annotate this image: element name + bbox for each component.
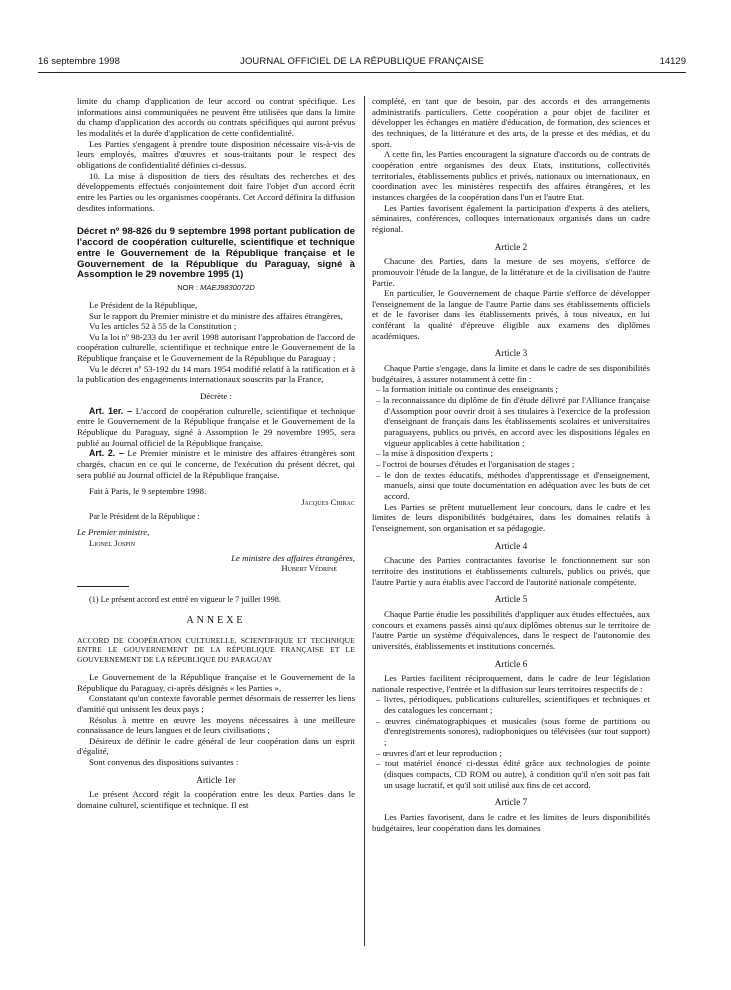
article-heading: Article 6 xyxy=(494,658,528,669)
paragraph: Désireux de définir le cadre général de leur coopération dans un esprit d'égalité, xyxy=(77,735,355,757)
paragraph: Chacune des Parties contractantes favorise le fonctionnement sur son territoire des institutions et établissements culturels, publics ou privés, que l'autre Partie y aura établis avec l'accord de l'autorité nationale compétente. xyxy=(372,555,650,587)
list-item: – l'octroi de bourses d'études et l'organisation de stages ; xyxy=(376,459,575,469)
list-item: – la reconnaissance du diplôme de fin d'étude délivré par l'Alliance française d'Assomption pour ouvrir droit à ses titulaires à l'exercice de la profession d'enseignant de français dans les établissements scolaires et universitaires paraguayens, publics ou privés, en accord avec les dispositions légales en vigueur applicables à cette habilitation ; xyxy=(376,395,650,448)
list-item: – œuvres cinématographiques et musicales (sous forme de partitions ou d'enregistrements sonores), radiophoniques ou télévisées (sur tout support) ; xyxy=(376,715,650,748)
decree-title: Décret nº 98-826 du 9 septembre 1998 portant publication de l'accord de coopération culturelle, scientifique et technique entre le Gouvernement de la République française et le Gouvernement de la République du Paraguay, signé à Assomption le 29 novembre 1995 (1) xyxy=(77,226,355,281)
page-number: 14129 xyxy=(659,56,686,67)
paragraph: Chaque Partie s'engage, dans la limite et dans le cadre de ses disponibilités budgétaires, à assurer notamment à cette fin : xyxy=(372,363,650,384)
nor-reference xyxy=(77,283,355,294)
article-heading: Article 1er xyxy=(196,774,236,785)
paragraph: Chaque Partie étudie les possibilités d'appliquer aux études effectuées, aux concours et examens passés ainsi qu'aux diplômes obtenus sur le territoire de l'autre Partie un système d'équivalences, dans le respect de l'autonomie des universités, établissements et institutions concernés. xyxy=(372,608,650,651)
paragraph: Vu le décret nº 53-192 du 14 mars 1954 modifié relatif à la ratification et à la publication des engagements internationaux souscrits par la France, xyxy=(77,363,355,385)
list-item: – la mise à disposition d'experts ; xyxy=(376,448,493,459)
signature-president: Jacques Chirac xyxy=(301,497,355,508)
list-item: – le don de textes éducatifs, méthodes d'apprentissage et d'enseignement, manuels, ainsi que toute documentation en adéquation avec les buts de cet accord. xyxy=(376,469,650,501)
paragraph: A cette fin, les Parties encouragent la signature d'accords ou de contrats de coopération entre organismes des deux Etats, institutions, collectivités territoriales, établissements publics et privés, nationaux ou internationaux, en coordination avec les ministères respectifs des affaires étrangères, et les instances chargées de la coopération dans l'un et l'autre Etat. xyxy=(372,149,650,202)
right-column xyxy=(372,96,650,833)
decrete-heading: Décrète : xyxy=(200,391,232,402)
par-le-president: Par le Président de la République : xyxy=(89,511,200,521)
paragraph: Vu la loi nº 98-233 du 1er avril 1998 autorisant l'approbation de l'accord de coopération culturelle, scientifique et technique entre le Gouvernement de la République française et le Gouvernement de la République du Paraguay ; xyxy=(77,331,355,364)
accord-title: ACCORD DE COOPÉRATION CULTURELLE, SCIENTIFIQUE ET TECHNIQUE ENTRE LE GOUVERNEMENT DE LA RÉPUBLIQUE FRANÇAISE ET LE GOUVERNEMENT DE LA RÉPUBLIQUE DU PARAGUAY xyxy=(77,636,355,664)
paragraph: Résolus à mettre en œuvre les moyens nécessaires à une meilleure connaissance de leurs langues et de leurs civilisations ; xyxy=(77,714,355,736)
paragraph: 10. La mise à disposition de tiers des résultats des recherches et des développements effectués conjointement doit faire l'objet d'un accord écrit entre les Parties ou les organismes coopérants. Cet Accord définira la diffusion desdites informations. xyxy=(77,170,355,213)
paragraph: Le présent Accord régit la coopération entre les deux Parties dans le domaine culturel, scientifique et technique. Il est xyxy=(77,789,355,811)
footnote: (1) Le présent accord est entré en vigueur le 7 juillet 1998. xyxy=(89,594,281,604)
paragraph: Les Parties favorisent, dans le cadre et les limites de leurs disponibilités budgétaires, leur coopération dans les domaines xyxy=(372,812,650,833)
header-rule xyxy=(38,72,686,73)
page-header xyxy=(38,56,686,72)
signature-premier-ministre: Lionel Jospin xyxy=(89,537,135,548)
journal-title: JOURNAL OFFICIEL DE LA RÉPUBLIQUE FRANÇAISE xyxy=(240,56,484,67)
article-heading: Article 2 xyxy=(494,241,528,252)
paragraph: Les Parties favorisent également la participation d'experts à des ateliers, séminaires, conférences, colloques internationaux organisés dans un cadre régional. xyxy=(372,202,650,234)
list-item: – la formation initiale ou continue des enseignants ; xyxy=(376,384,558,395)
article-heading: Article 3 xyxy=(494,348,528,359)
article-text: Le Premier ministre et le ministre des affaires étrangères sont chargés, chacun en ce qui le concerne, de l'exécution du présent décret, qui sera publié au Journal officiel de la République française. xyxy=(77,448,355,480)
premier-ministre-title: Le Premier ministre, xyxy=(77,527,150,538)
annexe-heading: ANNEXE xyxy=(186,614,246,626)
paragraph: En particulier, le Gouvernement de chaque Partie s'efforce de développer l'enseignement de la langue de l'autre Partie dans ses établissements officiels et de le favoriser dans les établissements privés, à tous niveaux, en lui conférant la qualité d'épreuve éligible aux examens des diplômes académiques. xyxy=(372,288,650,341)
ministre-title: Le ministre des affaires étrangères, xyxy=(231,552,355,563)
article-heading: Article 7 xyxy=(494,797,528,808)
paragraph: Sur le rapport du Premier ministre et du ministre des affaires étrangères, xyxy=(89,310,343,321)
paragraph: limite du champ d'application de leur accord ou contrat spécifique. Les informations ainsi communiquées ne peuvent être utilisées que dans la limite du champ d'application des accords ou contrats spécifiques qui auront prévus les modalités et la durée d'application de cette confidentialité. xyxy=(77,96,355,138)
column-divider xyxy=(364,96,365,946)
issue-date: 16 septembre 1998 xyxy=(38,56,120,67)
list-item: – livres, périodiques, publications culturelles, scientifiques et techniques et des catalogues les concernant ; xyxy=(376,694,650,716)
article-label: Art. 2. – xyxy=(89,448,124,459)
nor-label: NOR : xyxy=(177,283,199,293)
left-column xyxy=(77,96,355,811)
article-2 xyxy=(77,448,355,480)
paragraph: Les Parties se prêtent mutuellement leur concours, dans le cadre et les limites de leurs disponibilités budgétaires, dans les domaines relatifs à l'enseignement, son organisation et sa pédagogie. xyxy=(372,501,650,533)
paragraph: Le Président de la République, xyxy=(89,299,198,310)
paragraph: Le Gouvernement de la République française et le Gouvernement de la République du Paraguay, ci-après désignés « les Parties », xyxy=(77,671,355,693)
list-item: – œuvres d'art et leur reproduction ; xyxy=(376,747,502,758)
paragraph: Sont convenus des dispositions suivantes : xyxy=(89,757,239,768)
place-date: Fait à Paris, le 9 septembre 1998. xyxy=(89,486,207,497)
paragraph: Chacune des Parties, dans la mesure de ses moyens, s'efforce de promouvoir l'étude de la langue, de la littérature et de la civilisation de l'autre Partie. xyxy=(372,256,650,288)
article-heading: Article 5 xyxy=(494,594,528,605)
paragraph: Les Parties facilitent réciproquement, dans le cadre de leur législation nationale respective, l'entrée et la diffusion sur leurs territoires respectifs de : xyxy=(372,673,650,694)
article-label: Art. 1er. – xyxy=(89,405,133,416)
article-heading: Article 4 xyxy=(494,540,528,551)
article-text: L'accord de coopération culturelle, scientifique et technique entre le Gouvernement de la République française et le Gouvernement de la République du Paraguay, signé à Assomption le 29 novembre 1995, sera publié au Journal officiel de la République française. xyxy=(77,405,355,448)
list-item: – tout matériel énoncé ci-dessus édité grâce aux technologies de pointe (disques compacts, CD ROM ou autre), à condition qu'il n'en soit pas fait un usage lucratif, et qu'il soit utilisé aux fins de cet accord. xyxy=(376,758,650,790)
footnote-rule xyxy=(77,586,129,587)
nor-code: MAEJ9830072D xyxy=(200,283,255,293)
paragraph: Constatant qu'un contexte favorable permet désormais de resserrer les liens d'amitié qui unissent les deux pays ; xyxy=(77,693,355,714)
paragraph: Les Parties s'engagent à prendre toute disposition nécessaire vis-à-vis de leurs employés, maîtres d'œuvres et sous-traitants pour le respect des obligations de confidentialité définies ci-dessus. xyxy=(77,138,355,170)
article-1 xyxy=(77,406,355,449)
signature-ministre: Hubert Védrine xyxy=(281,563,337,574)
paragraph: complété, en tant que de besoin, par des accords et des arrangements administratifs particuliers. Cette coopération a pour objet de faciliter et développer les échanges en matière d'éducation, de formation, des sciences et des techniques, de la littérature et des arts, de la presse et des médias, et du sport. xyxy=(372,96,650,149)
paragraph: Vu les articles 52 à 55 de la Constitution ; xyxy=(89,321,237,332)
